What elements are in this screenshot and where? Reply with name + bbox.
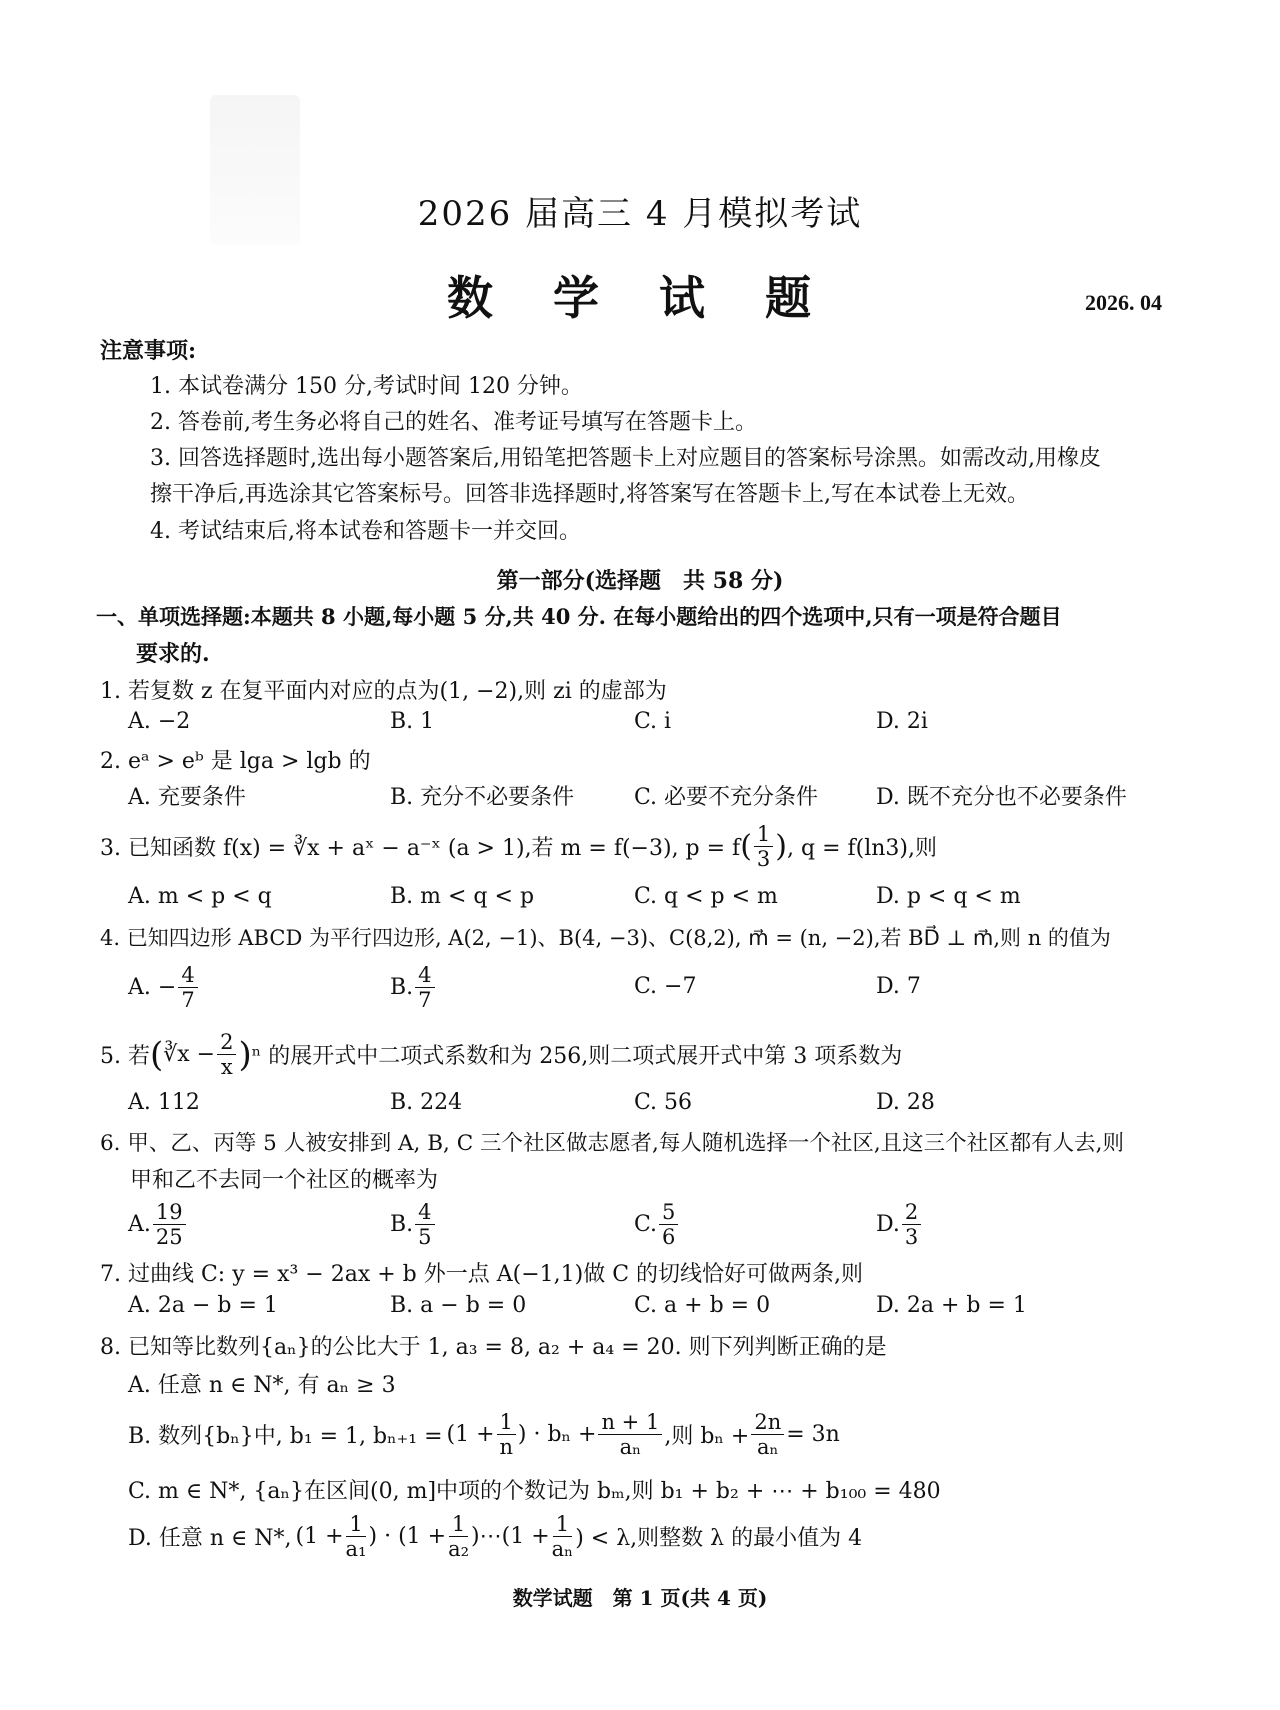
question-stem: 6. 甲、乙、丙等 5 人被安排到 A, B, C 三个社区做志愿者,每人随机选择一个社区,且这三个社区都有人去,则 xyxy=(100,1131,1124,1156)
paren: ) xyxy=(238,1034,252,1075)
option-c: C. −7 xyxy=(634,974,697,999)
paren: ( xyxy=(740,829,752,865)
option-b: B. 充分不必要条件 xyxy=(390,785,575,810)
option-a: A. 112 xyxy=(128,1090,200,1115)
numerator: 19 xyxy=(153,1200,186,1225)
numerator: 1 xyxy=(449,1512,468,1537)
option-d: D. 7 xyxy=(876,974,921,999)
numerator: 1 xyxy=(754,822,773,847)
question-stem-cont: 甲和乙不去同一个社区的概率为 xyxy=(130,1168,439,1193)
denominator: 5 xyxy=(418,1225,432,1250)
option-b xyxy=(390,963,437,1012)
fraction xyxy=(153,1200,186,1249)
denominator: 7 xyxy=(181,988,195,1013)
stem-text: 3. 已知函数 f(x) = ∛x + aˣ − a⁻ˣ (a > 1),若 m = f(−3), p = f xyxy=(100,836,741,862)
numerator: 1 xyxy=(497,1410,516,1435)
section-heading: 一、单项选择题:本题共 8 小题,每小题 5 分,共 40 分. 在每小题给出的四个选项中,只有一项是符合题目 xyxy=(96,604,1062,629)
option-a: A. 任意 n ∈ N*, 有 aₙ ≥ 3 xyxy=(128,1373,396,1398)
option-a xyxy=(128,963,200,1012)
option-a: A. 2a − b = 1 xyxy=(128,1293,278,1318)
denominator: 3 xyxy=(904,1225,919,1250)
option-label: A. xyxy=(128,1212,151,1238)
option-c: C. i xyxy=(634,709,672,734)
option-text: = 3n xyxy=(786,1422,840,1448)
option-b: B. a − b = 0 xyxy=(390,1293,527,1318)
notice-item: 1. 本试卷满分 150 分,考试时间 120 分钟。 xyxy=(150,374,583,399)
numerator: 2 xyxy=(902,1200,921,1225)
fraction xyxy=(902,1200,921,1249)
option-text: ) · (1 + xyxy=(368,1524,447,1550)
denominator: aₙ xyxy=(619,1435,642,1460)
option-a: A. 充要条件 xyxy=(128,785,246,810)
page-footer: 数学试题 第 1 页(共 4 页) xyxy=(512,1586,768,1610)
question-stem xyxy=(100,822,937,871)
option-label: C. xyxy=(634,1212,658,1238)
option-a xyxy=(128,1200,188,1249)
notice-heading: 注意事项: xyxy=(100,338,197,364)
option-d xyxy=(128,1512,862,1561)
denominator: n xyxy=(499,1435,513,1460)
fraction xyxy=(497,1410,516,1459)
option-b xyxy=(390,1200,437,1249)
stem-text: , q = f(ln3),则 xyxy=(787,836,938,862)
denominator: aₙ xyxy=(756,1435,779,1460)
option-d: D. 2i xyxy=(876,709,928,734)
numerator: 4 xyxy=(178,963,197,988)
notice-item: 2. 答卷前,考生务必将自己的姓名、准考证号填写在答题卡上。 xyxy=(150,410,757,435)
denominator: 3 xyxy=(756,847,771,872)
numerator: 5 xyxy=(659,1200,678,1225)
option-d: D. 28 xyxy=(876,1090,935,1115)
option-c: C. q < p < m xyxy=(634,884,778,909)
fraction xyxy=(217,1030,236,1079)
question-stem: 8. 已知等比数列{aₙ}的公比大于 1, a₃ = 8, a₂ + a₄ = 20. 则下列判断正确的是 xyxy=(100,1335,887,1360)
question-stem: 7. 过曲线 C: y = x³ − 2ax + b 外一点 A(−1,1)做 C 的切线恰好可做两条,则 xyxy=(100,1262,864,1287)
option-label: A. − xyxy=(128,975,177,1001)
exam-date: 2026. 04 xyxy=(1085,290,1162,315)
option-b xyxy=(128,1410,840,1459)
option-a: A. −2 xyxy=(128,709,191,734)
numerator: 1 xyxy=(346,1512,365,1537)
question-stem: 4. 已知四边形 ABCD 为平行四边形, A(2, −1)、B(4, −3)、C(8,2), m⃗ = (n, −2),若 BD⃗ ⊥ m⃗,则 n 的值为 xyxy=(100,926,1111,950)
option-text: B. 数列{bₙ}中, b₁ = 1, bₙ₊₁ = xyxy=(128,1424,443,1450)
option-b: B. 1 xyxy=(390,709,435,734)
denominator: a₂ xyxy=(448,1537,470,1562)
numerator: 2n xyxy=(751,1410,784,1435)
numerator: 1 xyxy=(553,1512,572,1537)
option-label: B. xyxy=(390,975,414,1001)
paren: ( xyxy=(149,1034,164,1075)
question-stem: 1. 若复数 z 在复平面内对应的点为(1, −2),则 zi 的虚部为 xyxy=(100,679,667,704)
fraction xyxy=(598,1410,662,1459)
exam-name: 2026 届高三 4 月模拟考试 xyxy=(417,194,863,234)
option-d: D. 2a + b = 1 xyxy=(876,1293,1027,1318)
denominator: a₁ xyxy=(345,1537,367,1562)
option-d: D. 既不充分也不必要条件 xyxy=(876,785,1127,810)
question-stem: 2. eᵃ > eᵇ 是 lga > lgb 的 xyxy=(100,749,371,774)
question-stem xyxy=(100,1030,902,1079)
fraction xyxy=(178,963,197,1012)
denominator: 25 xyxy=(155,1225,183,1250)
notice-item: 擦干净后,再选涂其它答案标号。回答非选择题时,将答案写在答题卡上,写在本试卷上无效。 xyxy=(150,482,1029,507)
numerator: n + 1 xyxy=(598,1410,662,1435)
option-text: (1 + xyxy=(446,1422,495,1448)
option-text: (1 + xyxy=(295,1524,344,1550)
option-label: D. xyxy=(876,1212,900,1238)
notice-item: 3. 回答选择题时,选出每小题答案后,用铅笔把答题卡上对应题目的答案标号涂黑。如需改动,用橡皮 xyxy=(150,446,1101,471)
option-d xyxy=(876,1200,923,1249)
option-text: ) · bₙ + xyxy=(517,1422,597,1448)
stem-text: 5. 若 xyxy=(100,1044,150,1070)
option-c xyxy=(634,1200,680,1249)
fraction xyxy=(552,1512,574,1561)
fraction xyxy=(754,822,773,871)
option-label: B. xyxy=(390,1212,414,1238)
option-b: B. m < q < p xyxy=(390,884,535,909)
denominator: 6 xyxy=(662,1225,676,1250)
paren: ) xyxy=(775,829,788,865)
denominator: aₙ xyxy=(551,1537,574,1562)
numerator: 2 xyxy=(217,1030,236,1055)
fraction xyxy=(751,1410,784,1459)
option-c: C. 必要不充分条件 xyxy=(634,785,819,810)
option-d: D. p < q < m xyxy=(876,884,1021,909)
option-c: C. m ∈ N*, {aₙ}在区间(0, m]中项的个数记为 bₘ,则 b₁ + b₂ + ⋯ + b₁₀₀ = 480 xyxy=(128,1479,941,1504)
fraction xyxy=(415,1200,434,1249)
stem-text: ∛x − xyxy=(163,1042,216,1068)
numerator: 4 xyxy=(415,963,434,988)
stem-text: ⁿ 的展开式中二项式系数和为 256,则二项式展开式中第 3 项系数为 xyxy=(251,1044,903,1070)
section-heading-cont: 要求的. xyxy=(136,641,210,667)
option-text: ) < λ,则整数 λ 的最小值为 4 xyxy=(575,1526,863,1552)
option-text: )⋯(1 + xyxy=(471,1524,550,1550)
denominator: 7 xyxy=(418,988,432,1013)
notice-item: 4. 考试结束后,将本试卷和答题卡一并交回。 xyxy=(150,519,581,544)
numerator: 4 xyxy=(415,1200,434,1225)
option-a: A. m < p < q xyxy=(128,884,272,909)
option-c: C. 56 xyxy=(634,1090,693,1115)
option-b: B. 224 xyxy=(390,1090,463,1115)
fraction xyxy=(415,963,434,1012)
fraction xyxy=(346,1512,367,1561)
denominator: x xyxy=(220,1055,233,1080)
page-title: 数 学 试 题 xyxy=(446,271,834,325)
fraction xyxy=(448,1512,469,1561)
option-c: C. a + b = 0 xyxy=(634,1293,771,1318)
option-text: D. 任意 n ∈ N*, xyxy=(128,1526,292,1552)
part-title: 第一部分(选择题 共 58 分) xyxy=(496,568,784,594)
option-text: ,则 bₙ + xyxy=(664,1424,750,1450)
fraction xyxy=(659,1200,678,1249)
